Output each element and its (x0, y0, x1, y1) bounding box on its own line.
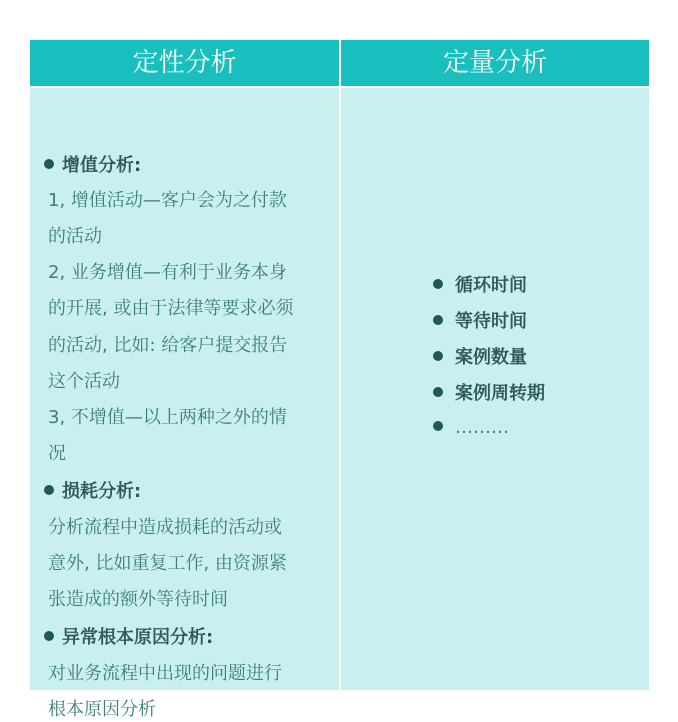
root-cause-heading (44, 626, 213, 650)
value-added-line: 2, 业务增值—有利于业务本身 (48, 262, 287, 283)
value-added-line: 况 (48, 443, 66, 464)
bullet-icon (433, 315, 443, 325)
metric-item (433, 310, 527, 334)
bullet-icon (44, 631, 54, 641)
metric-label: 案例数量 (455, 347, 527, 368)
waste-line: 张造成的额外等待时间 (48, 589, 228, 610)
metric-label: ……… (455, 417, 509, 438)
value-added-line: 的开展, 或由于法律等要求必须 (48, 298, 294, 319)
metric-item (433, 416, 509, 440)
header-quantitative: 定量分析 (341, 40, 649, 86)
bullet-icon (44, 159, 54, 169)
metric-item (433, 382, 545, 406)
bullet-icon (433, 351, 443, 361)
value-added-line: 1, 增值活动—客户会为之付款 (48, 190, 287, 211)
metric-label: 循环时间 (455, 275, 527, 296)
root-cause-line: 对业务流程中出现的问题进行 (48, 663, 282, 684)
value-added-line: 的活动, 比如: 给客户提交报告 (48, 335, 288, 356)
metric-label: 案例周转期 (455, 383, 545, 404)
metric-label: 等待时间 (455, 311, 527, 332)
value-added-heading (44, 154, 141, 178)
root-cause-heading-text: 异常根本原因分析: (62, 627, 214, 648)
waste-line: 分析流程中造成损耗的活动或 (48, 517, 282, 538)
bullet-icon (433, 279, 443, 289)
comparison-table (30, 40, 649, 720)
qualitative-cell (30, 88, 339, 720)
quantitative-cell (341, 88, 649, 690)
value-added-heading-text: 增值分析: (62, 155, 142, 176)
header-qualitative: 定性分析 (30, 40, 339, 86)
bullet-icon (433, 387, 443, 397)
waste-heading-text: 损耗分析: (62, 481, 142, 502)
metric-item (433, 346, 527, 370)
waste-line: 意外, 比如重复工作, 由资源紧 (48, 553, 287, 574)
bullet-icon (433, 421, 443, 431)
value-added-line: 3, 不增值—以上两种之外的情 (48, 407, 287, 428)
root-cause-line: 根本原因分析 (48, 699, 156, 720)
waste-heading (44, 480, 141, 504)
value-added-line: 的活动 (48, 226, 102, 247)
bullet-icon (44, 485, 54, 495)
value-added-line: 这个活动 (48, 371, 120, 392)
metric-item (433, 274, 527, 298)
